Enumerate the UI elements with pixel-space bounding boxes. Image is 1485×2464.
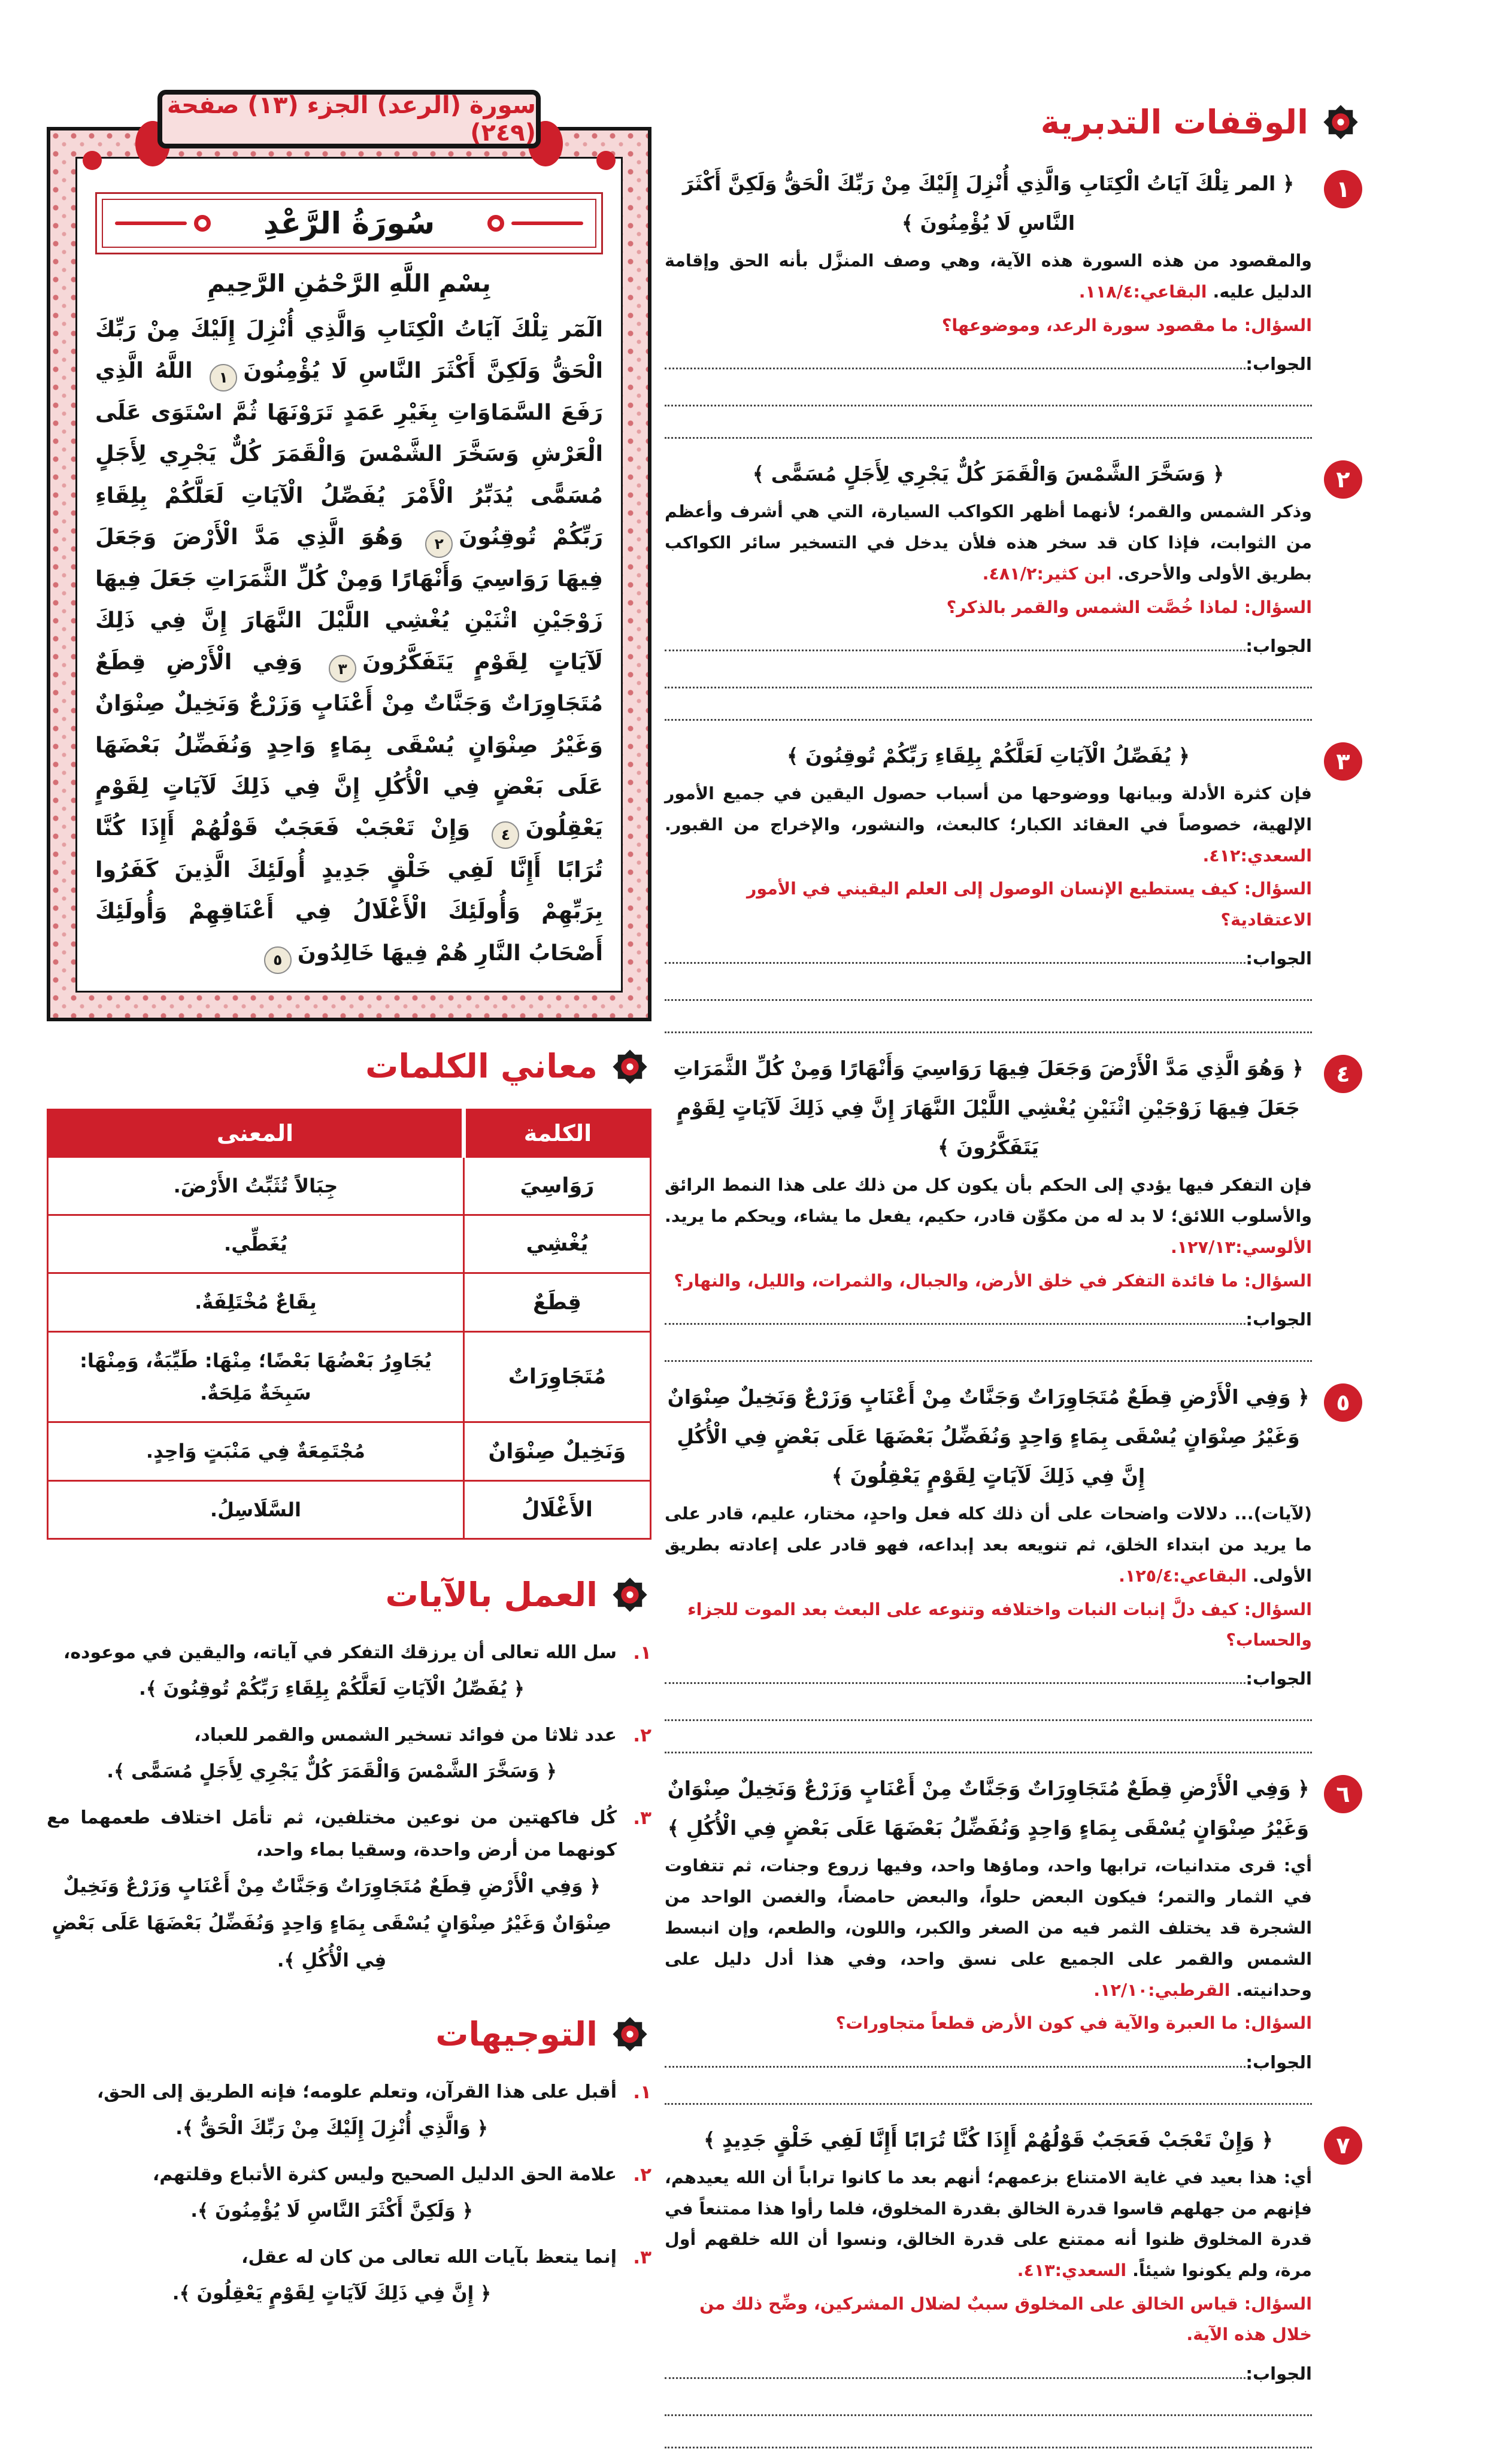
meaning-cell: بِقَاعٌ مُخْتَلِفَةٌ. bbox=[48, 1273, 464, 1331]
answer-line[interactable] bbox=[665, 406, 1312, 439]
item-number-badge: ٤ bbox=[1324, 1055, 1362, 1093]
answer-line[interactable] bbox=[665, 1721, 1312, 1753]
question-text: السؤال: لماذا خُصَّت الشمس والقمر بالذكر؟ bbox=[946, 597, 1312, 617]
source-citation: ابن كثير:٤٨١/٢. bbox=[982, 563, 1112, 584]
list-number: ٣. bbox=[633, 1807, 651, 1829]
word-cell: رَوَاسِيَ bbox=[463, 1157, 650, 1215]
quran-verse: ﴿ وَسَخَّرَ الشَّمْسَ وَالْقَمَرَ كُلٌّ يَجْرِي لِأَجَلٍ مُسَمًّى ﴾ bbox=[752, 462, 1225, 486]
rosette-icon bbox=[608, 2013, 651, 2056]
answer-line[interactable] bbox=[665, 2416, 1312, 2448]
verse-text: وَإِنْ تَعْجَبْ فَعَجَبٌ قَوْلُهُمْ أَإِذَا كُنَّا تُرَابًا أَإِنَّا لَفِي خَلْقٍ جَدِيدٍ أُولَئِكَ الَّذِينَ كَفَرُوا بِرَبِّهِمْ وَأُولَئِكَ الْأَغْلَالُ فِي أَعْنَاقِهِمْ وَأُولَئِكَ أَصْحَابُ النَّارِ هُمْ فِيهَا خَالِدُونَ bbox=[95, 815, 603, 966]
question-text: السؤال: كيف يستطيع الإنسان الوصول إلى العلم اليقيني في الأمور الاعتقادية؟ bbox=[746, 879, 1312, 930]
amal-section-header bbox=[47, 1573, 651, 1616]
answer-line[interactable] bbox=[665, 374, 1312, 406]
commentary-text bbox=[665, 1170, 1312, 1263]
quran-verse: ﴿ وَإِنْ تَعْجَبْ فَعَجَبٌ قَوْلُهُمْ أَإِذَا كُنَّا تُرَابًا أَإِنَّا لَفِي خَلْقٍ جَدِيدٍ ﴾ bbox=[704, 2128, 1273, 2152]
word-meanings-table bbox=[47, 1109, 651, 1540]
item-number-badge: ٢ bbox=[1324, 460, 1362, 499]
list-number: ١. bbox=[633, 1642, 651, 1664]
verse-text: الٓمٓر تِلْكَ آيَاتُ الْكِتَابِ وَالَّذِي أُنْزِلَ إِلَيْكَ مِنْ رَبِّكَ الْحَقُّ وَلَكِنَّ أَكْثَرَ النَّاسِ لَا يُؤْمِنُونَ bbox=[95, 316, 603, 384]
tadabbur-item bbox=[665, 164, 1362, 439]
question-text: السؤال: قياس الخالق على المخلوق سببٌ لضلال المشركين، وضِّح ذلك من خلال هذه الآية. bbox=[699, 2294, 1312, 2345]
table-row bbox=[48, 1273, 651, 1331]
answer-label: الجواب: bbox=[1245, 635, 1312, 656]
table-row bbox=[48, 1215, 651, 1273]
meaning-cell: يُجَاوِرُ بَعْضُهَا بَعْضًا؛ مِنْهَا: طَيِّبَةٌ، وَمِنْهَا: سَبِخَةٌ مَلِحَةٌ. bbox=[48, 1331, 464, 1422]
section-title-amal: العمل بالآيات bbox=[385, 1576, 598, 1615]
aya-number-marker: ٤ bbox=[492, 821, 519, 849]
column-header-meaning: المعنى bbox=[48, 1109, 464, 1157]
left-column bbox=[47, 90, 651, 2324]
quran-verse: ﴿ وَهُوَ الَّذِي مَدَّ الْأَرْضَ وَجَعَلَ فِيهَا رَوَاسِيَ وَأَنْهَارًا وَمِنْ كُلِّ الثَّمَرَاتِ جَعَلَ فِيهَا زَوْجَيْنِ اثْنَيْنِ يُغْشِي اللَّيْلَ النَّهَارَ إِنَّ فِي ذَلِكَ لَآيَاتٍ لِقَوْمٍ يَتَفَكَّرُونَ ﴾ bbox=[673, 1057, 1304, 1160]
commentary-body: أي: قرى متدانيات، ترابها واحد، وماؤها واحد، وفيها زروع وجنات، ثم تتفاوت في الثمار والتمر؛ فيكون البعض حلواً، والبعض حامضاً، والغصن الواحد من الشجرة قد يختلف الثمر فيه من الصغر والكبر، واللون، والطعم، وإن انبسط الشمس والقمر على الجميع على نسق واحد، وفي هذا أدل دليل على وحدانيته. bbox=[665, 1856, 1312, 2000]
answer-row[interactable] bbox=[665, 1655, 1312, 1689]
commentary-body: فإن كثرة الأدلة وبيانها ووضوحها من أسباب حصول اليقين في جميع الأمور الإلهية، خصوصاً في العقائد الكبار؛ كالبعث، والنشور، والإخراج من القبور. bbox=[665, 783, 1312, 835]
commentary-body: (لآيات)... دلالات واضحات على أن ذلك كله فعل واحدٍ، مختار، عليم، قادر على ما يريد من ابتداء الخلق، ثم تنويعه بعد إبداعه، فهو قادر على إعادته بطريق الأولى. bbox=[665, 1503, 1312, 1586]
answer-line[interactable] bbox=[665, 688, 1312, 721]
rosette-icon bbox=[1319, 101, 1362, 144]
list-body: إنما يتعظ بآيات الله تعالى من كان له عقل، bbox=[241, 2247, 617, 2268]
commentary-body: فإن التفكر فيها يؤدي إلى الحكم بأن يكون كل من ذلك على هذا النمط الرائق والأسلوب اللائق؛ لا بد له من مكوِّن قادر، حكيم، يفعل ما يشاء، ويحكم ما يريد. bbox=[665, 1175, 1312, 1226]
list-text bbox=[47, 1802, 617, 1979]
amal-section bbox=[47, 1573, 651, 1979]
answer-label: الجواب: bbox=[1245, 2363, 1312, 2384]
list-item bbox=[47, 2241, 651, 2312]
banner-knob-icon bbox=[596, 151, 616, 170]
list-item bbox=[47, 2159, 651, 2229]
source-citation: البقاعي:١١٨/٤. bbox=[1078, 281, 1207, 302]
table-row bbox=[48, 1331, 651, 1422]
list-body: كُل فاكهتين من نوعين مختلفين، ثم تأمَل اختلاف طعمهما مع كونهما من أرض واحدة، وسقيا بماء واحد، bbox=[47, 1807, 617, 1861]
meaning-cell: مُجْتَمِعَةٌ فِي مَنْبَتٍ وَاحِدٍ. bbox=[48, 1422, 464, 1480]
table-row bbox=[48, 1157, 651, 1215]
commentary-body: أي: هذا بعيد في غاية الامتناع بزعمهم؛ أنهم بعد ما كانوا تراباً أن الله يعيدهم، فإنهم من جهلهم قاسوا قدرة الخالق بقدرة المخلوق، فلما رأوا هذا ممتنعاً في قدرة المخلوق ظنوا أنه ممتنع على قدرة الخالق، ونسوا أن الله خلقهم أول مرة، ولم يكونوا شيئاً. bbox=[665, 2167, 1312, 2281]
mushaf-inner-page bbox=[75, 157, 623, 993]
commentary-body: وذكر الشمس والقمر؛ لأنهما أظهر الكواكب السيارة، التي هي أشرف وأعظم من الثوابت، فإذا كان قد سخر هذه فلأن يدخل في التسخير سائر الكواكب بطريق الأولى والأحرى. bbox=[665, 502, 1312, 584]
tawjihat-section bbox=[47, 2013, 651, 2312]
list-item bbox=[47, 1719, 651, 1790]
answer-blank[interactable] bbox=[665, 368, 1245, 369]
answer-label: الجواب: bbox=[1245, 948, 1312, 969]
answer-row[interactable] bbox=[665, 935, 1312, 969]
commentary-text bbox=[665, 496, 1312, 590]
aya-number-marker: ١ bbox=[210, 364, 237, 392]
section-title-waqafat: الوقفات التدبرية bbox=[1040, 102, 1308, 141]
list-item bbox=[47, 1802, 651, 1979]
source-citation: الألوسي:١٢٧/١٣. bbox=[1170, 1237, 1312, 1257]
column-header-word: الكلمة bbox=[463, 1109, 650, 1157]
word-cell: يُغْشِي bbox=[463, 1215, 650, 1273]
source-citation: البقاعي:١٢٥/٤. bbox=[1119, 1565, 1247, 1586]
verse-text: وَهُوَ الَّذِي مَدَّ الْأَرْضَ وَجَعَلَ فِيهَا رَوَاسِيَ وَأَنْهَارًا وَمِنْ كُلِّ الثَّمَرَاتِ جَعَلَ فِيهَا زَوْجَيْنِ اثْنَيْنِ يُغْشِي اللَّيْلَ النَّهَارَ إِنَّ فِي ذَلِكَ لَآيَاتٍ لِقَوْمٍ يَتَفَكَّرُونَ bbox=[95, 524, 603, 675]
item-number-badge: ٧ bbox=[1324, 2126, 1362, 2165]
question-text: السؤال: كيف دلَّ إنبات النبات واختلافه وتنوعه على البعث بعد الموت للجزاء والحساب؟ bbox=[687, 1599, 1312, 1650]
answer-blank[interactable] bbox=[665, 2066, 1245, 2068]
list-number: ١. bbox=[633, 2081, 651, 2104]
list-body: أقبل على هذا القرآن، وتعلم علومه؛ فإنه الطريق إلى الحق، bbox=[96, 2081, 617, 2103]
list-item bbox=[47, 2076, 651, 2147]
item-number-badge: ١ bbox=[1324, 170, 1362, 208]
list-body: سل الله تعالى أن يرزقك التفكر في آياته، واليقين في موعوده، bbox=[63, 1642, 617, 1664]
question-text: السؤال: ما العبرة والآية في كون الأرض قطعاً متجاورات؟ bbox=[835, 2013, 1312, 2034]
list-number: ٢. bbox=[633, 1725, 651, 1747]
surah-title-cartouche bbox=[95, 192, 603, 254]
tadabbur-item bbox=[665, 2120, 1362, 2448]
tadabbur-item bbox=[665, 1377, 1362, 1753]
quran-verse: ﴿ وَالَّذِي أُنْزِلَ إِلَيْكَ مِنْ رَبِّكَ الْحَقُّ ﴾. bbox=[175, 2117, 488, 2140]
answer-line[interactable] bbox=[665, 656, 1312, 688]
section-title-tawjihat: التوجيهات bbox=[435, 2015, 598, 2054]
commentary-text bbox=[665, 2162, 1312, 2286]
mushaf-page bbox=[47, 90, 651, 1021]
list-text bbox=[47, 2076, 617, 2147]
quran-verse: ﴿ وَسَخَّرَ الشَّمْسَ وَالْقَمَرَ كُلٌّ يَجْرِي لِأَجَلٍ مُسَمًّى ﴾. bbox=[107, 1761, 557, 1783]
list-number: ٢. bbox=[633, 2164, 651, 2186]
commentary-text bbox=[665, 245, 1312, 308]
commentary-text bbox=[665, 1498, 1312, 1592]
item-number-badge: ٣ bbox=[1324, 742, 1362, 781]
question-text: السؤال: ما فائدة التفكر في خلق الأرض، والجبال، والثمرات، والليل، والنهار؟ bbox=[674, 1270, 1312, 1291]
quran-body-text bbox=[95, 308, 603, 974]
word-cell: مُتَجَاوِرَاتٌ bbox=[463, 1331, 650, 1422]
basmala: بِسْمِ اللَّهِ الرَّحْمَٰنِ الرَّحِيمِ bbox=[207, 270, 491, 298]
list-number: ٣. bbox=[633, 2247, 651, 2269]
tadabbur-item bbox=[665, 454, 1362, 721]
aya-number-marker: ٥ bbox=[264, 946, 292, 974]
answer-label: الجواب: bbox=[1245, 2052, 1312, 2072]
word-meanings-section bbox=[47, 1045, 651, 1540]
ornamental-border bbox=[47, 127, 651, 1021]
tadabbur-item bbox=[665, 1049, 1362, 1362]
list-text bbox=[47, 1637, 617, 1707]
list-body: علامة الحق الدليل الصحيح وليس كثرة الأتباع وقلتهم، bbox=[152, 2164, 617, 2186]
tawjihat-section-header bbox=[47, 2013, 651, 2056]
quran-verse: ﴿ وَفِي الْأَرْضِ قِطَعٌ مُتَجَاوِرَاتٌ وَجَنَّاتٌ مِنْ أَعْنَابٍ وَزَرْعٌ وَنَخِيلٌ صِنْوَانٌ وَغَيْرُ صِنْوَانٍ يُسْقَى بِمَاءٍ وَاحِدٍ وَنُفَضِّلُ بَعْضَهَا عَلَى بَعْضٍ فِي الْأُكُلِ إِنَّ فِي ذَلِكَ لَآيَاتٍ لِقَوْمٍ يَعْقِلُونَ ﴾ bbox=[667, 1385, 1310, 1488]
section-title-maani: معاني الكلمات bbox=[365, 1047, 598, 1086]
tadabbur-section-header bbox=[665, 101, 1362, 144]
answer-row[interactable] bbox=[665, 2039, 1312, 2072]
answer-row[interactable] bbox=[665, 2350, 1312, 2384]
rosette-icon bbox=[608, 1573, 651, 1616]
list-body: عدد ثلاثا من فوائد تسخير الشمس والقمر للعباد، bbox=[193, 1725, 617, 1746]
meaning-cell: السَّلَاسِلُ. bbox=[48, 1480, 464, 1539]
verse-text: وَفِي الْأَرْضِ قِطَعٌ مُتَجَاوِرَاتٌ وَجَنَّاتٌ مِنْ أَعْنَابٍ وَزَرْعٌ وَنَخِيلٌ صِنْوَانٌ وَغَيْرُ صِنْوَانٍ يُسْقَى بِمَاءٍ وَاحِدٍ وَنُفَضِّلُ بَعْضَهَا عَلَى بَعْضٍ فِي الْأُكُلِ إِنَّ فِي ذَلِكَ لَآيَاتٍ لِقَوْمٍ يَعْقِلُونَ bbox=[95, 648, 603, 841]
tadabbur-column bbox=[665, 101, 1362, 2464]
aya-number-marker: ٣ bbox=[329, 655, 356, 682]
verse-text: اللَّهُ الَّذِي رَفَعَ السَّمَاوَاتِ بِغَيْرِ عَمَدٍ تَرَوْنَهَا ثُمَّ اسْتَوَى عَلَى الْعَرْشِ وَسَخَّرَ الشَّمْسَ وَالْقَمَرَ كُلٌّ يَجْرِي لِأَجَلٍ مُسَمًّى يُدَبِّرُ الْأَمْرَ يُفَصِّلُ الْآيَاتِ لَعَلَّكُمْ بِلِقَاءِ رَبِّكُمْ تُوقِنُونَ bbox=[95, 357, 604, 550]
question-text: السؤال: ما مقصود سورة الرعد، وموضوعها؟ bbox=[941, 315, 1312, 335]
banner-knob-icon bbox=[83, 151, 102, 170]
answer-label: الجواب: bbox=[1245, 1668, 1312, 1689]
quran-verse: ﴿ إِنَّ فِي ذَلِكَ لَآيَاتٍ لِقَوْمٍ يَعْقِلُونَ ﴾. bbox=[172, 2283, 492, 2305]
quran-verse: ﴿ المر تِلْكَ آيَاتُ الْكِتَابِ وَالَّذِي أُنْزِلَ إِلَيْكَ مِنْ رَبِّكَ الْحَقُّ وَلَكِنَّ أَكْثَرَ النَّاسِ لَا يُؤْمِنُونَ ﴾ bbox=[682, 172, 1295, 235]
answer-line[interactable] bbox=[665, 1689, 1312, 1721]
aya-number-marker: ٢ bbox=[425, 530, 453, 558]
meaning-cell: يُغَطِّي. bbox=[48, 1215, 464, 1273]
list-text bbox=[47, 2159, 617, 2229]
answer-row[interactable] bbox=[665, 623, 1312, 656]
word-cell: وَنَخِيلٌ صِنْوَانٌ bbox=[463, 1422, 650, 1480]
quran-verse: ﴿ وَفِي الْأَرْضِ قِطَعٌ مُتَجَاوِرَاتٌ وَجَنَّاتٌ مِنْ أَعْنَابٍ وَزَرْعٌ وَنَخِيلٌ صِنْوَانٌ وَغَيْرُ صِنْوَانٍ يُسْقَى بِمَاءٍ وَاحِدٍ وَنُفَضِّلُ بَعْضَهَا عَلَى بَعْضٍ فِي الْأُكُلِ ﴾ bbox=[667, 1777, 1310, 1840]
rosette-icon bbox=[608, 1045, 651, 1088]
commentary-text bbox=[665, 1850, 1312, 2005]
list-text bbox=[47, 2241, 617, 2312]
commentary-body: والمقصود من هذه السورة هذه الآية، وهي وصف المنزَّل بأنه الحق وإقامة الدليل عليه. bbox=[665, 251, 1312, 302]
source-citation: السعدي:٤١٢. bbox=[1202, 845, 1312, 866]
ornament-flourish-icon bbox=[484, 214, 586, 232]
answer-line[interactable] bbox=[665, 2072, 1312, 2105]
answer-blank[interactable] bbox=[665, 650, 1245, 651]
answer-blank[interactable] bbox=[665, 2377, 1245, 2379]
answer-row[interactable] bbox=[665, 1296, 1312, 1330]
answer-line[interactable] bbox=[665, 1330, 1312, 1362]
answer-label: الجواب: bbox=[1245, 1309, 1312, 1330]
source-citation: السعدي:٤١٣. bbox=[1017, 2260, 1127, 2281]
word-cell: الأَغْلَالُ bbox=[463, 1480, 650, 1539]
item-number-badge: ٦ bbox=[1324, 1775, 1362, 1813]
answer-label: الجواب: bbox=[1245, 354, 1312, 375]
quran-verse: ﴿ يُفَصِّلُ الْآيَاتِ لَعَلَّكُمْ بِلِقَاءِ رَبِّكُمْ تُوقِنُونَ ﴾. bbox=[139, 1678, 525, 1700]
table-row bbox=[48, 1480, 651, 1539]
tadabbur-item bbox=[665, 1769, 1362, 2105]
list-text bbox=[47, 1719, 617, 1790]
quran-verse: ﴿ وَلَكِنَّ أَكْثَرَ النَّاسِ لَا يُؤْمِنُونَ ﴾. bbox=[190, 2200, 473, 2222]
answer-line[interactable] bbox=[665, 2384, 1312, 2416]
answer-blank[interactable] bbox=[665, 1323, 1245, 1325]
quran-verse: ﴿ يُفَصِّلُ الْآيَاتِ لَعَلَّكُمْ بِلِقَاءِ رَبِّكُمْ تُوقِنُونَ ﴾ bbox=[787, 744, 1190, 767]
ornament-flourish-icon bbox=[113, 214, 214, 232]
table-row bbox=[48, 1422, 651, 1480]
surah-title: سُورَةُ الرَّعْدِ bbox=[263, 206, 435, 241]
quran-verse: ﴿ وَفِي الْأَرْضِ قِطَعٌ مُتَجَاوِرَاتٌ وَجَنَّاتٌ مِنْ أَعْنَابٍ وَزَرْعٌ وَنَخِيلٌ صِنْوَانٌ وَغَيْرُ صِنْوَانٍ يُسْقَى بِمَاءٍ وَاحِدٍ وَنُفَضِّلُ بَعْضَهَا عَلَى بَعْضٍ فِي الْأُكُلِ ﴾. bbox=[51, 1876, 612, 1972]
answer-blank[interactable] bbox=[665, 962, 1245, 964]
meaning-cell: جِبَالاً تُثَبِّتُ الأَرْضَ. bbox=[48, 1157, 464, 1215]
answer-line[interactable] bbox=[665, 1001, 1312, 1033]
mushaf-header-text: سورة (الرعد) الجزء (١٣) صفحة (٢٤٩) bbox=[166, 92, 536, 147]
answer-line[interactable] bbox=[665, 969, 1312, 1001]
item-number-badge: ٥ bbox=[1324, 1383, 1362, 1422]
maani-section-header bbox=[47, 1045, 651, 1088]
list-item bbox=[47, 1637, 651, 1707]
source-citation: القرطبي:١٢/١٠. bbox=[1093, 1980, 1231, 2000]
answer-row[interactable] bbox=[665, 341, 1312, 374]
mushaf-header-banner bbox=[157, 90, 541, 148]
commentary-text bbox=[665, 778, 1312, 872]
answer-blank[interactable] bbox=[665, 1682, 1245, 1684]
word-cell: قِطَعٌ bbox=[463, 1273, 650, 1331]
tadabbur-item bbox=[665, 736, 1362, 1033]
